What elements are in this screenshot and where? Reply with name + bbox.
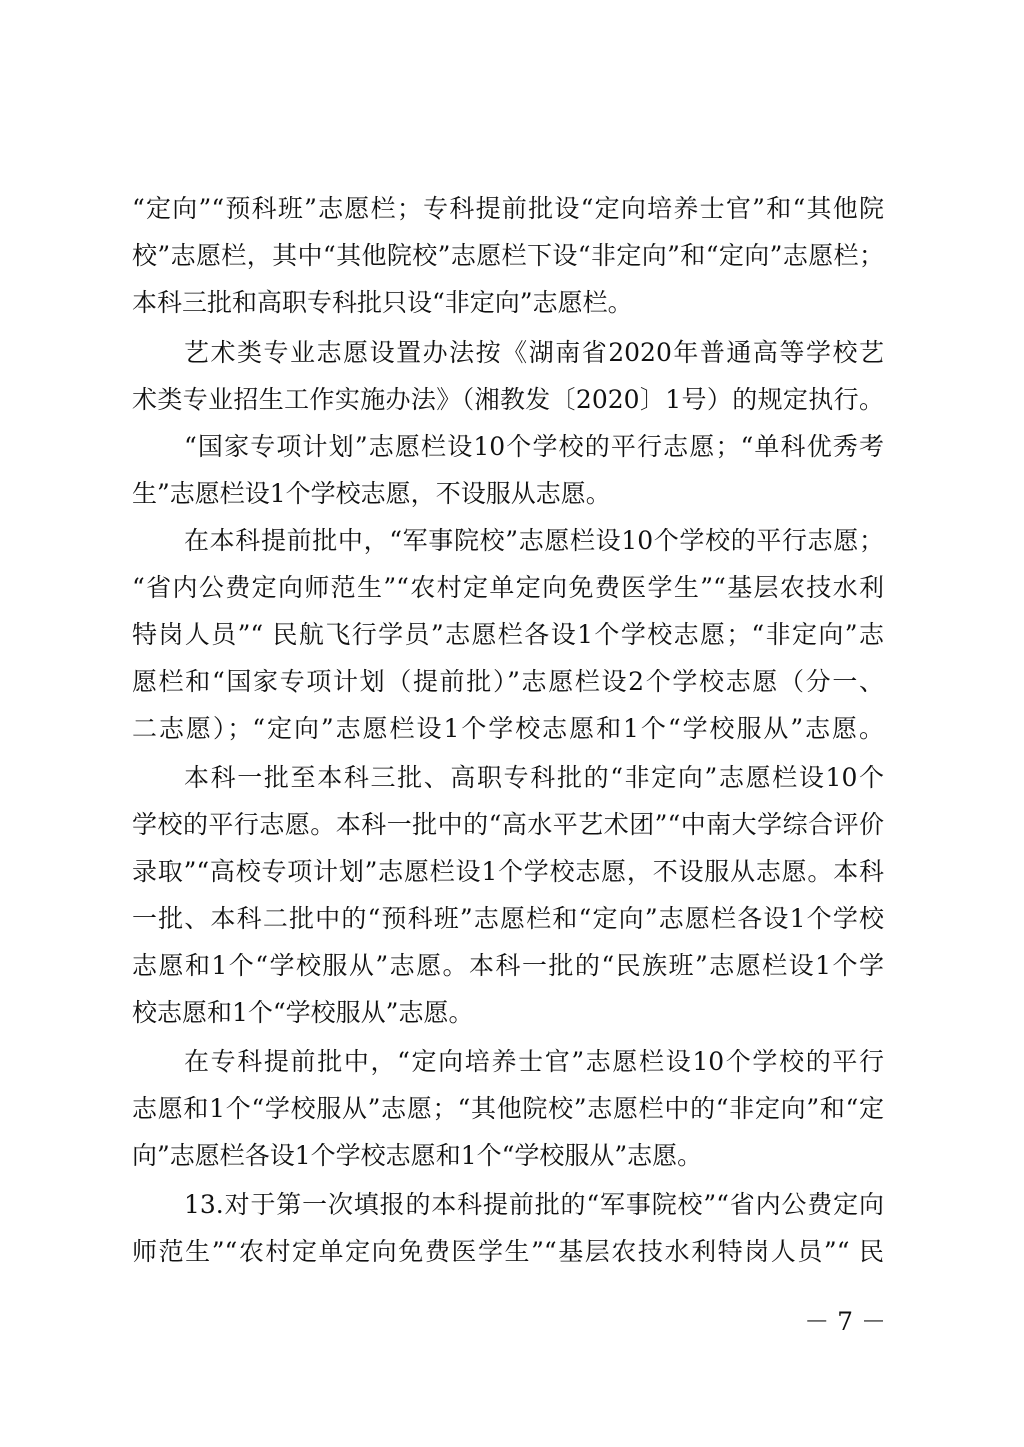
text-line: 校”志愿栏，其中“其他院校”志愿栏下设“非定向”和“定向”志愿栏； <box>132 241 884 270</box>
text-line: 特岗人员”“ 民航飞行学员”志愿栏各设1个学校志愿；“非定向”志 <box>132 620 884 649</box>
text-line: 学校的平行志愿。本科一批中的“高水平艺术团”“中南大学综合评价 <box>132 810 884 839</box>
text-line: 向”志愿栏各设1个学校志愿和1个“学校服从”志愿。 <box>132 1141 703 1170</box>
text-line: 13.对于第一次填报的本科提前批的“军事院校”“省内公费定向 <box>184 1190 884 1219</box>
text-line: 生”志愿栏设1个学校志愿，不设服从志愿。 <box>132 479 611 508</box>
text-line: 在专科提前批中，“定向培养士官”志愿栏设10个学校的平行 <box>184 1047 884 1076</box>
text-line: 志愿和1个“学校服从”志愿。本科一批的“民族班”志愿栏设1个学 <box>132 951 884 980</box>
text-line: 师范生”“农村定单定向免费医学生”“基层农技水利特岗人员”“ 民 <box>132 1237 884 1266</box>
text-line: 录取”“高校专项计划”志愿栏设1个学校志愿，不设服从志愿。本科 <box>132 857 884 886</box>
text-line: 艺术类专业志愿设置办法按《湖南省2020年普通高等学校艺 <box>184 338 884 367</box>
text-line: “定向”“预科班”志愿栏；专科提前批设“定向培养士官”和“其他院 <box>132 194 884 223</box>
text-line: 在本科提前批中，“军事院校”志愿栏设10个学校的平行志愿； <box>184 526 884 555</box>
text-line: 愿栏和“国家专项计划（提前批）”志愿栏设2个学校志愿（分一、 <box>132 667 884 696</box>
text-line: 志愿和1个“学校服从”志愿；“其他院校”志愿栏中的“非定向”和“定 <box>132 1094 884 1123</box>
text-line: 术类专业招生工作实施办法》（湘教发〔2020〕1号）的规定执行。 <box>132 385 884 414</box>
text-line: 二志愿）；“定向”志愿栏设1个学校志愿和1个“学校服从”志愿。 <box>132 714 884 743</box>
text-line: 一批、本科二批中的“预科班”志愿栏和“定向”志愿栏各设1个学校 <box>132 904 884 933</box>
text-line: 校志愿和1个“学校服从”志愿。 <box>132 998 474 1027</box>
text-line: “国家专项计划”志愿栏设10个学校的平行志愿；“单科优秀考 <box>184 432 884 461</box>
text-line: “省内公费定向师范生”“农村定单定向免费医学生”“基层农技水利 <box>132 573 884 602</box>
text-line: 本科一批至本科三批、高职专科批的“非定向”志愿栏设10个 <box>184 763 884 792</box>
page-number: － 7 － <box>804 1307 886 1336</box>
text-line: 本科三批和高职专科批只设“非定向”志愿栏。 <box>132 288 633 317</box>
